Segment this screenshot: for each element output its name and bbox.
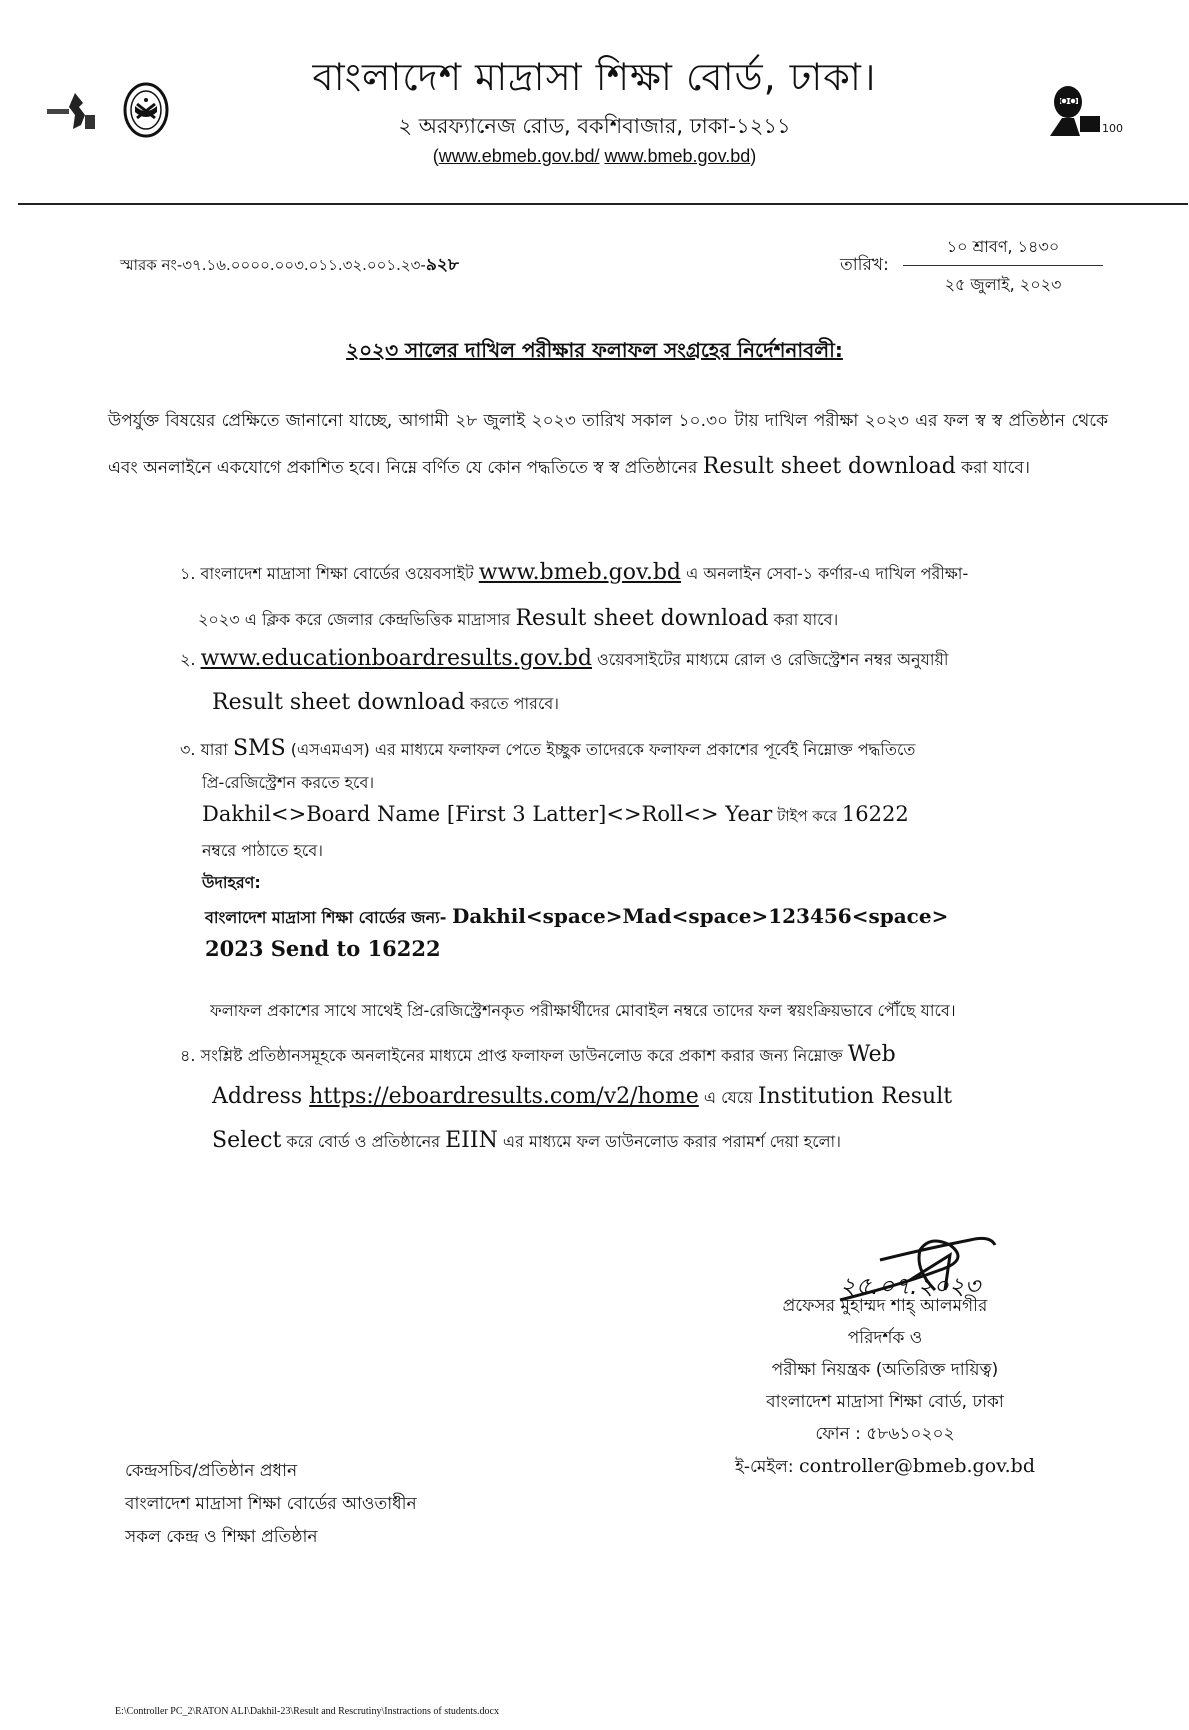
intro-paragraph: [108, 398, 1108, 491]
memo-prefix: স্মারক নং-৩৭.১৬.০০০০.০০৩.০১১.৩২.০০১.২৩-: [120, 256, 426, 274]
recipient-line: বাংলাদেশ মাদ্রাসা শিক্ষা বোর্ডের আওতাধীন: [125, 1494, 417, 1514]
date-label: তারিখ:: [840, 255, 889, 275]
date-block: [903, 234, 1103, 299]
example-line-1: [205, 904, 948, 932]
item-1-line-2-text: ২০২৩ এ ক্লিক করে জেলার কেন্দ্রভিত্তিক মাদ্রাসার: [198, 610, 516, 629]
signatory-name: প্রফেসর মুহাম্মদ শাহ্ আলমগীর: [782, 1296, 988, 1316]
item-2-en: Result sheet download: [212, 690, 466, 715]
item-3-line-4: নম্বরে পাঠাতে হবে।: [202, 841, 323, 860]
example-line-2: 2023 Send to 16222: [205, 936, 441, 961]
item-1-text: ১. বাংলাদেশ মাদ্রাসা শিক্ষা বোর্ডের ওয়েবসাইট: [180, 564, 479, 583]
item-4-select: Select: [212, 1128, 282, 1153]
board-websites: [0, 146, 1189, 167]
signatory-phone: ফোন : ৫৮৬১০২০২: [815, 1424, 955, 1444]
bmeb-link[interactable]: www.bmeb.gov.bd: [478, 560, 681, 585]
item-4-address: Address: [212, 1084, 310, 1109]
item-2-num: ২.: [180, 650, 201, 669]
example-en: Dakhil<space>Mad<space>123456<space>: [452, 904, 949, 928]
sms-note: ফলাফল প্রকাশের সাথে সাথেই প্রি-রেজিস্ট্রেশনকৃত পরীক্ষার্থীদের মোবাইল নম্বরে তাদের ফল স্বয়ংক্রিয়ভাবে পৌঁছে যাবে।: [210, 1001, 956, 1020]
intro-text: উপর্যুক্ত বিষয়ের প্রেক্ষিতে জানানো যাচ্ছে, আগামী ২৮ জুলাই ২০২৩ তারিখ সকাল ১০.৩০ টায় দাখিল পরীক্ষা ২০২৩ এর ফল স্ব স্ব প্রতিষ্ঠান থেকে এবং অনলাইনে একযোগে প্রকাশিত হবে। নিম্নে বর্ণিত যে কোন পদ্ধতিতে স্ব স্ব প্রতিষ্ঠানের: [108, 411, 1108, 478]
item-4-c-bn: করে বোর্ড ও প্রতিষ্ঠানের: [281, 1132, 446, 1151]
item-3-line-1: [180, 736, 915, 764]
sms-format-bn: টাইপ করে: [772, 807, 842, 825]
sms-format-number: 16222: [841, 802, 909, 826]
signatory-org: বাংলাদেশ মাদ্রাসা শিক্ষা বোর্ড, ঢাকা: [766, 1392, 1004, 1412]
website-link-bmeb[interactable]: www.bmeb.gov.bd: [604, 146, 751, 166]
signatory-email[interactable]: controller@bmeb.gov.bd: [798, 1455, 1035, 1477]
item-3-sms: SMS: [232, 736, 286, 761]
example-bn: বাংলাদেশ মাদ্রাসা শিক্ষা বোর্ডের জন্য-: [205, 908, 452, 927]
item-4-eiin: EIIN: [445, 1128, 498, 1153]
item-1-text-post: এ অনলাইন সেবা-১ কর্ণার-এ দাখিল পরীক্ষা-: [681, 564, 969, 583]
subject-heading: ২০২৩ সালের দাখিল পরীক্ষার ফলাফল সংগ্রহের নির্দেশনাবলী:: [346, 338, 843, 362]
item-4-web: Web: [847, 1042, 896, 1067]
item-4-c-bn2: এর মাধ্যমে ফল ডাউনলোড করার পরামর্শ দেয়া হলো।: [497, 1132, 841, 1151]
signature-block: [720, 1290, 1050, 1483]
eboardresults-link[interactable]: https://eboardresults.com/v2/home: [309, 1084, 699, 1109]
item-1-en: Result sheet download: [515, 606, 769, 631]
item-4-line-3: [212, 1128, 841, 1156]
item-1-line-2: [198, 606, 838, 634]
item-4-bn: এ যেয়ে: [698, 1088, 758, 1107]
item-1-line-2-post: করা যাবে।: [768, 610, 839, 629]
item-1-line-1: [180, 560, 968, 588]
signatory-email-line: [720, 1450, 1050, 1483]
item-3-line-2: প্রি-রেজিস্ট্রেশন করতে হবে।: [202, 773, 375, 792]
sms-format: [202, 802, 909, 830]
signatory-title-1: পরিদর্শক ও: [847, 1328, 923, 1348]
item-3-post: (এসএমএস) এর মাধ্যমে ফলাফল পেতে ইচ্ছুক তাদেরকে ফলাফল প্রকাশের পূর্বেই নিম্নোক্ত পদ্ধতিতে: [285, 740, 916, 759]
item-2-line-2-post: করতে পারবে।: [465, 694, 560, 713]
email-label: ই-মেইল:: [735, 1457, 799, 1477]
intro-tail: করা যাবে।: [955, 458, 1030, 478]
item-4-line-2: [212, 1084, 952, 1112]
website-link-ebmeb[interactable]: www.ebmeb.gov.bd/: [438, 146, 600, 166]
memo-number: [120, 252, 459, 280]
item-2-line-2: [212, 690, 559, 718]
item-3-pre: ৩. যারা: [180, 740, 233, 759]
educationboardresults-link[interactable]: www.educationboardresults.gov.bd: [200, 646, 592, 671]
intro-en: Result sheet download: [702, 454, 956, 479]
item-4-line-1: [180, 1042, 896, 1070]
sms-format-en: Dakhil<>Board Name [First 3 Latter]<>Roll<> Year: [202, 802, 773, 826]
memo-handwritten-number: ৯২৮: [425, 255, 459, 275]
date-english: ২৫ জুলাই, ২০২৩: [944, 275, 1062, 294]
date-bangla: ১০ শ্রাবণ, ১৪৩০: [903, 234, 1103, 266]
board-address: ২ অরফ্যানেজ রোড, বকশিবাজার, ঢাকা-১২১১: [398, 114, 791, 138]
item-4-pre: ৪. সংশ্লিষ্ট প্রতিষ্ঠানসমূহকে অনলাইনের মাধ্যমে প্রাপ্ত ফলাফল ডাউনলোড করে প্রকাশ করার জন্য নিম্নোক্ত: [180, 1046, 848, 1065]
signatory-title-2: পরীক্ষা নিয়ন্ত্রক (অতিরিক্ত দায়িত্ব): [771, 1360, 999, 1380]
websites-open-paren: (: [432, 146, 439, 166]
item-4-institution: Institution Result: [757, 1084, 953, 1109]
footer-file-path: E:\Controller PC_2\RATON ALI\Dakhil-23\Result and Rescrutiny\Instractions of students.docx: [115, 1706, 499, 1717]
header-divider: [18, 203, 1188, 205]
item-2-line-1: [180, 646, 948, 674]
svg-text:100: 100: [1102, 122, 1123, 135]
item-2-text-post: ওয়েবসাইটের মাধ্যমে রোল ও রেজিস্ট্রেশন নম্বর অনুযায়ী: [591, 650, 949, 669]
recipient-line: কেন্দ্রসচিব/প্রতিষ্ঠান প্রধান: [125, 1461, 298, 1481]
board-title: বাংলাদেশ মাদ্রাসা শিক্ষা বোর্ড, ঢাকা।: [312, 55, 877, 99]
recipient-line: সকল কেন্দ্র ও শিক্ষা প্রতিষ্ঠান: [125, 1527, 318, 1547]
websites-close-paren: ): [750, 146, 757, 166]
signature-date: ২৫.০৭.২০২৩: [840, 1272, 981, 1300]
recipients-block: [125, 1455, 417, 1554]
example-label: উদাহরণ:: [202, 873, 261, 892]
